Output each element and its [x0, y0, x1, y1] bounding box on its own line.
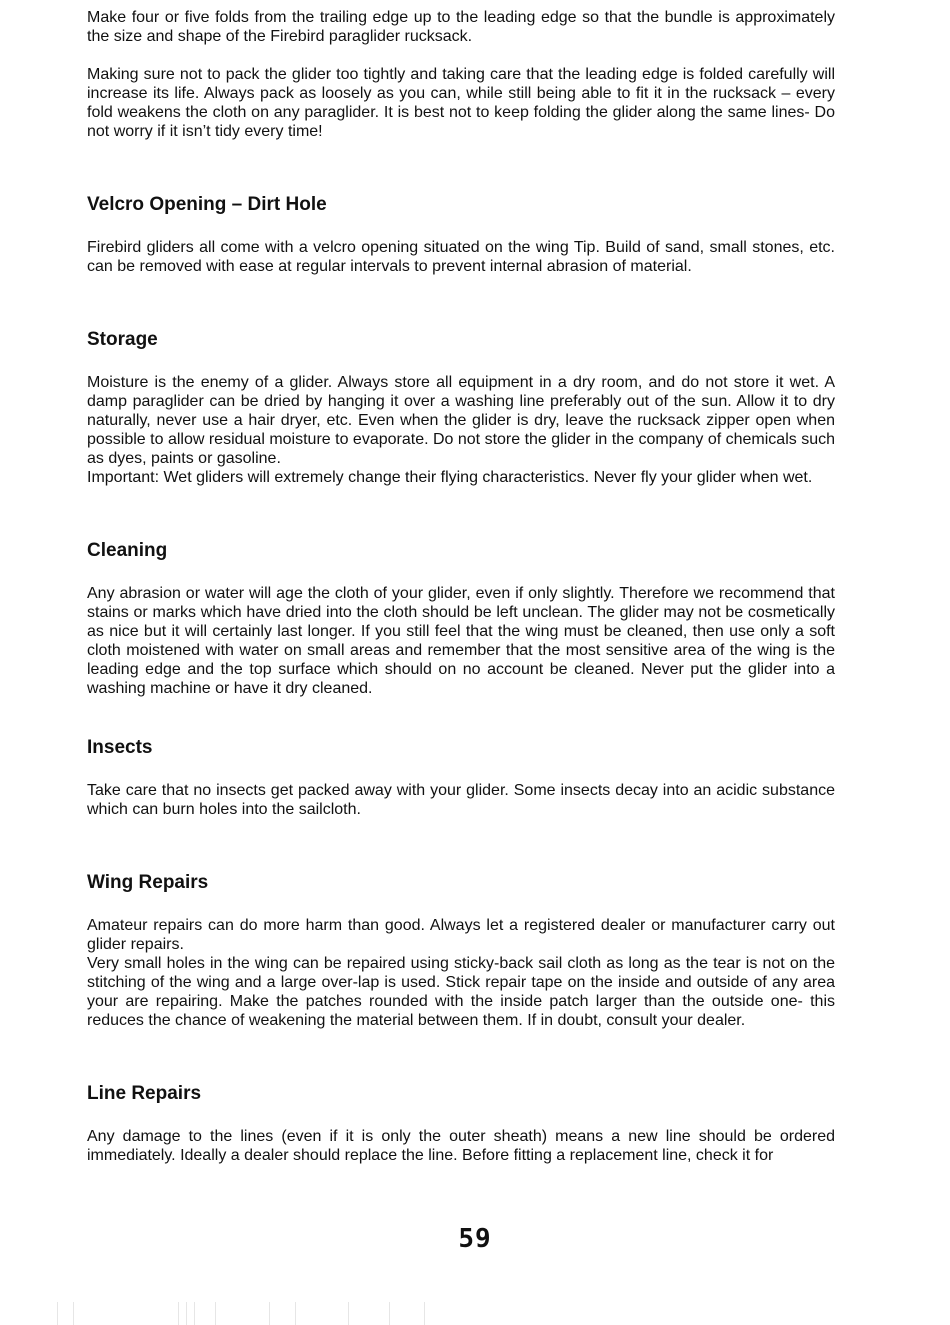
paragraph-cleaning: Any abrasion or water will age the cloth of your glider, even if only slightly. Therefore we recommend that stains or marks which have dried into the cloth should be left unclean. The glider may not be cosmetically as nice but it will certainly last longer. If you still feel that the wing must be cleaned, then use only a soft cloth moistened with water on small areas and remember that the most sensitive area of the wing is the leading edge and the top surface which should on no account be cleaned. Never put the glider into a washing machine or have it dry cleaned. — [87, 585, 835, 697]
section-title-storage: Storage — [87, 329, 158, 350]
paragraph-wing-repairs: Amateur repairs can do more harm than good. Always let a registered dealer or manufacturer carry out glider repairs. — [87, 917, 835, 953]
paragraph-wing-repairs-small-holes: Very small holes in the wing can be repaired using sticky-back sail cloth as long as the tear is not on the stitching of the wing and a large over-lap is used. Stick repair tape on the inside and outside of any area your are repairing. Make the patches rounded with the inside patch larger than the outside one- this reduces the chance of weakening the material between them. If in doubt, consult your dealer. — [87, 955, 835, 1029]
paragraph-folds: Make four or five folds from the trailing edge up to the leading edge so that the bundle is approximately the size and shape of the Firebird paraglider rucksack. — [87, 9, 835, 45]
section-title-insects: Insects — [87, 737, 153, 758]
paragraph-line-repairs: Any damage to the lines (even if it is only the outer sheath) means a new line should be ordered immediately. Ideally a dealer should replace the line. Before fitting a replacement line, check it for — [87, 1128, 835, 1164]
paragraph-storage-important: Important: Wet gliders will extremely change their flying characteristics. Never fly your glider when wet. — [87, 469, 813, 486]
section-title-cleaning: Cleaning — [87, 540, 168, 561]
section-title-line-repairs: Line Repairs — [87, 1083, 202, 1104]
manual-page — [87, 8, 835, 1165]
page-number: 59 — [458, 1224, 492, 1254]
paragraph-storage: Moisture is the enemy of a glider. Always store all equipment in a dry room, and do not store it wet. A damp paraglider can be dried by hanging it over a washing line preferably out of the sun. Allow it to dry naturally, never use a hair dryer, etc. Even when the glider is dry, leave the rucksack zipper open when possible to allow residual moisture to evaporate. Do not store the glider in the company of chemicals such as dyes, paints or gasoline. — [87, 374, 835, 467]
paragraph-packing: Making sure not to pack the glider too tightly and taking care that the leading edge is folded carefully will increase its life. Always pack as loosely as you can, while still being able to fit it in the rucksack – every fold weakens the cloth on any paraglider. It is best not to keep folding the glider along the same lines- Do not worry if it isn’t tidy every time! — [87, 66, 835, 140]
section-title-wing-repairs: Wing Repairs — [87, 872, 209, 893]
scan-artifact-ticks — [0, 1302, 950, 1325]
section-title-velcro: Velcro Opening – Dirt Hole — [87, 194, 327, 215]
paragraph-insects: Take care that no insects get packed away with your glider. Some insects decay into an acidic substance which can burn holes into the sailcloth. — [87, 782, 835, 818]
paragraph-velcro: Firebird gliders all come with a velcro opening situated on the wing Tip. Build of sand, small stones, etc. can be removed with ease at regular intervals to prevent internal abrasion of material. — [87, 239, 835, 275]
